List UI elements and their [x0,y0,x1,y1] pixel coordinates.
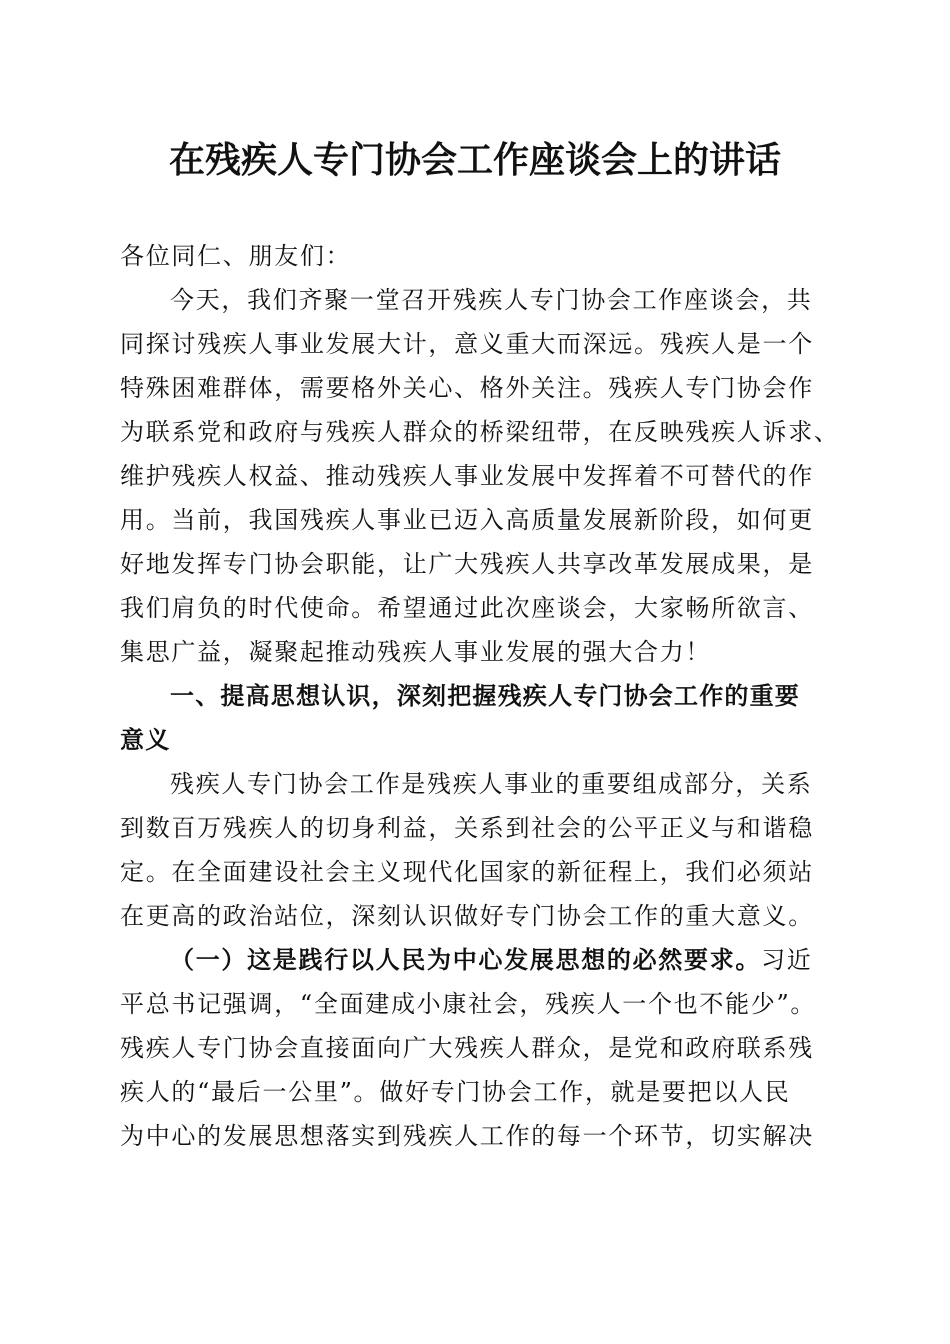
intro-line: 为联系党和政府与残疾人群众的桥梁纽带，在反映残疾人诉求、 [120,418,840,446]
section-paragraph-line: 定。在全面建设社会主义现代化国家的新征程上，我们必须站 [120,858,814,886]
document-title: 在残疾人专门协会工作座谈会上的讲话 [168,139,781,181]
section-paragraph-line: 残疾人专门协会工作是残疾人事业的重要组成部分，关系 [170,770,813,798]
intro-line: 我们肩负的时代使命。希望通过此次座谈会，大家畅所欲言、 [120,594,814,622]
subsection-first-line [120,938,840,982]
section-paragraph-line: 在更高的政治站位，深刻认识做好专门协会工作的重大意义。 [120,902,814,930]
intro-line: 同探讨残疾人事业发展大计，意义重大而深远。残疾人是一个 [120,330,814,358]
intro-line: 今天，我们齐聚一堂召开残疾人专门协会工作座谈会，共 [170,286,813,314]
section-paragraph-line: 到数百万残疾人的切身利益，关系到社会的公平正义与和谐稳 [120,814,814,842]
subsection-line: 为中心的发展思想落实到残疾人工作的每一个环节，切实解决 [120,1122,814,1150]
subsection-line: 残疾人专门协会直接面向广大残疾人群众，是党和政府联系残 [120,1034,814,1062]
subsection-text: 习近 [761,946,813,974]
subsection-line: 疾人的“最后一公里”。做好专门协会工作，就是要把以人民 [120,1078,791,1106]
section-heading: 意义 [120,726,171,754]
section-heading: 一、提高思想认识，深刻把握残疾人专门协会工作的重要 [170,682,800,710]
intro-line: 用。当前，我国残疾人事业已迈入高质量发展新阶段，如何更 [120,506,814,534]
intro-line: 集思广益，凝聚起推动残疾人事业发展的强大合力！ [120,638,712,666]
intro-line: 特殊困难群体，需要格外关心、格外关注。残疾人专门协会作 [120,374,814,402]
subsection-line: 平总书记强调，“全面建成小康社会，残疾人一个也不能少”。 [120,990,817,1018]
salutation: 各位同仁、朋友们： [120,242,352,270]
subsection-heading: （一）这是践行以人民为中心发展思想的必然要求。 [170,945,762,974]
intro-line: 好地发挥专门协会职能，让广大残疾人共享改革发展成果，是 [120,550,814,578]
document-body [120,234,840,1158]
intro-line: 维护残疾人权益、推动残疾人事业发展中发挥着不可替代的作 [120,462,814,490]
